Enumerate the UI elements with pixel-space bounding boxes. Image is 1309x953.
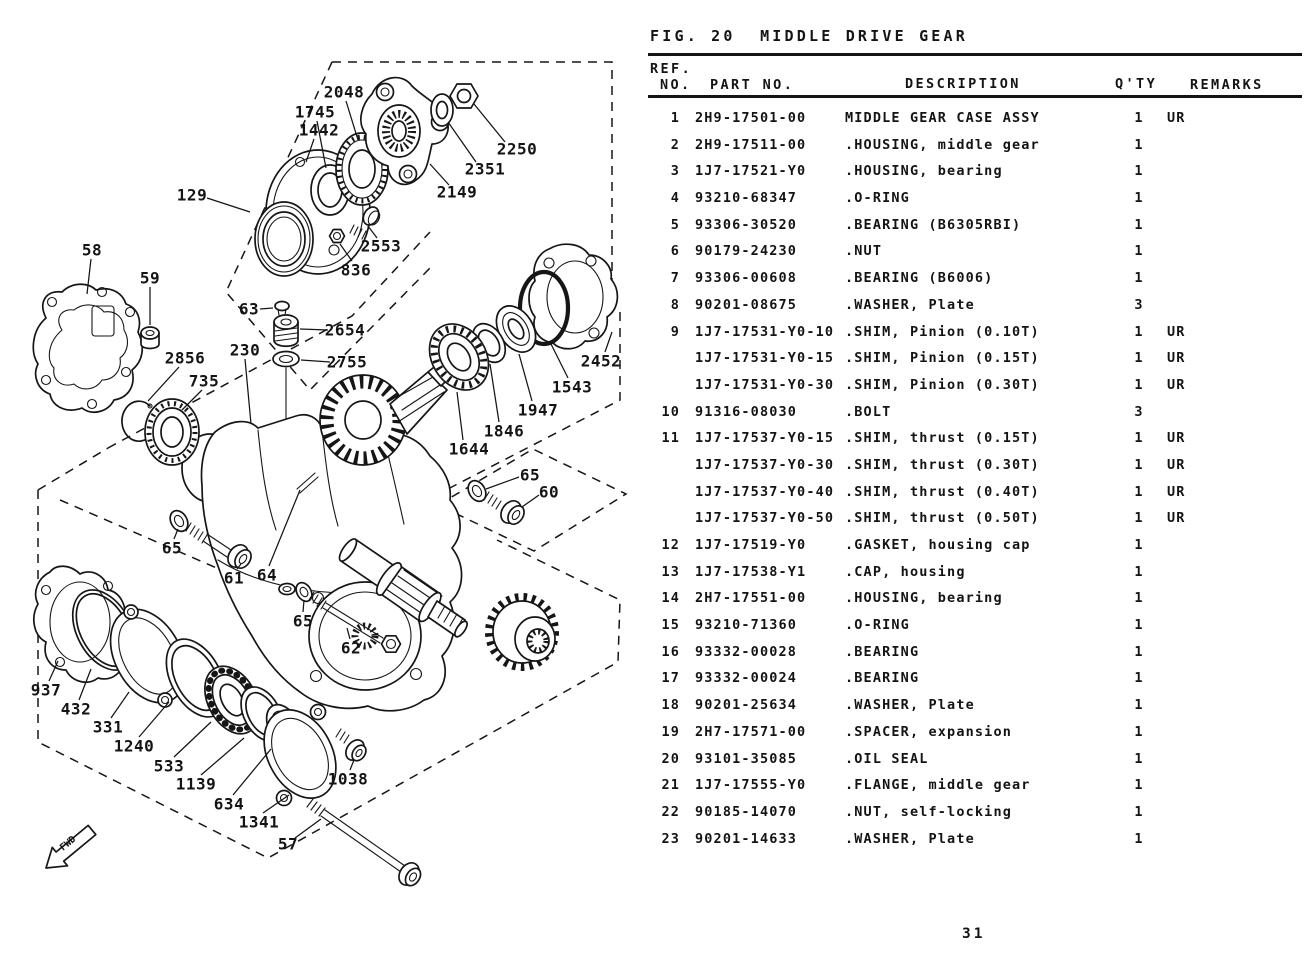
part-callout-634: 634 (213, 794, 245, 814)
title-rule (648, 53, 1302, 56)
callout-leader-2351 (448, 122, 476, 162)
part-callout-2048: 2048 (323, 82, 365, 102)
cell-description: .OIL SEAL (845, 750, 929, 767)
table-row (648, 641, 1309, 668)
cell-part-no: 1J7-17531-Y0-10 (695, 323, 835, 340)
cell-ref-no: 15 (661, 617, 680, 634)
fwd-arrow (46, 825, 96, 868)
cell-ref-no: 22 (661, 803, 680, 820)
callout-leader-2856 (148, 367, 179, 401)
table-row (648, 427, 1309, 454)
cell-qty: 3 (1134, 403, 1144, 420)
part-callout-533: 533 (153, 756, 185, 776)
cell-qty: 1 (1134, 590, 1144, 607)
table-row (648, 454, 1309, 481)
callout-leader-1240 (139, 702, 169, 737)
cell-ref-no: 21 (661, 777, 680, 794)
table-row (648, 481, 1309, 508)
cell-description: .WASHER, Plate (845, 697, 975, 714)
cell-part-no: 90201-08675 (695, 296, 798, 313)
cell-description: .HOUSING, bearing (845, 590, 1003, 607)
cell-remarks: UR (1167, 456, 1186, 473)
cell-description: .BEARING (B6006) (845, 270, 994, 287)
cell-part-no: 90201-14633 (695, 830, 798, 847)
header-rule (648, 95, 1302, 98)
table-row (648, 214, 1309, 241)
part-callout-1745: 1745 (294, 102, 336, 122)
cell-part-no: 2H7-17571-00 (695, 723, 807, 740)
cell-ref-no: 16 (661, 643, 680, 660)
cell-description: .BEARING (B6305RBI) (845, 216, 1022, 233)
cap-plate-13 (529, 244, 617, 349)
cell-description: .HOUSING, middle gear (845, 136, 1040, 153)
part-callout-836: 836 (340, 260, 372, 280)
cell-ref-no: 14 (661, 590, 680, 607)
col-header-part: PART NO. (710, 77, 795, 93)
callout-leader-65 (174, 529, 178, 539)
table-row (648, 107, 1309, 134)
cell-qty: 3 (1134, 296, 1144, 313)
part-callout-2654: 2654 (324, 320, 366, 340)
cell-qty: 1 (1134, 323, 1144, 340)
cell-part-no: 93332-00024 (695, 670, 798, 687)
cell-ref-no: 2 (670, 136, 680, 153)
cell-part-no: 93101-35085 (695, 750, 798, 767)
cell-remarks: UR (1167, 110, 1186, 126)
cell-ref-no: 4 (670, 190, 680, 207)
cell-qty: 1 (1134, 750, 1144, 767)
cell-ref-no: 7 (670, 270, 680, 287)
cell-qty: 1 (1134, 430, 1144, 447)
part-callout-2856: 2856 (164, 348, 206, 368)
gasket-plate-58 (33, 284, 142, 412)
col-header-remarks: REMARKS (1190, 77, 1264, 93)
part-callout-65: 65 (292, 611, 314, 631)
callout-leader-634 (233, 749, 271, 795)
table-row (648, 294, 1309, 321)
bearing-735 (145, 399, 199, 465)
cell-description: .NUT, self-locking (845, 803, 1012, 820)
part-callout-58: 58 (81, 240, 103, 260)
cell-ref-no: 10 (661, 403, 680, 420)
cell-description: .SHIM, thrust (0.15T) (845, 430, 1040, 447)
cell-description: .NUT (845, 243, 883, 260)
table-row (648, 374, 1309, 401)
cell-qty: 1 (1134, 830, 1144, 847)
part-callout-1240: 1240 (113, 736, 155, 756)
cell-part-no: 1J7-17537-Y0-40 (695, 483, 835, 500)
table-row (648, 240, 1309, 267)
part-callout-61: 61 (223, 568, 245, 588)
part-callout-937: 937 (30, 680, 62, 700)
cell-part-no: 93306-30520 (695, 216, 798, 233)
cell-qty: 1 (1134, 670, 1144, 687)
part-callout-1644: 1644 (448, 439, 490, 459)
cell-part-no: 1J7-17555-Y0 (695, 777, 807, 794)
table-row (648, 187, 1309, 214)
cell-qty: 1 (1134, 697, 1144, 714)
cell-part-no: 1J7-17538-Y1 (695, 563, 807, 580)
cell-part-no: 1J7-17537-Y0-30 (695, 456, 835, 473)
cell-qty: 1 (1134, 723, 1144, 740)
cell-description: .CAP, housing (845, 563, 966, 580)
cell-qty: 1 (1134, 643, 1144, 660)
table-row (648, 321, 1309, 348)
table-row (648, 534, 1309, 561)
cell-description: .FLANGE, middle gear (845, 777, 1031, 794)
cell-description: .SHIM, thrust (0.40T) (845, 483, 1040, 500)
cell-qty: 1 (1134, 190, 1144, 207)
callout-leader-2250 (474, 104, 505, 142)
cell-ref-no: 9 (670, 323, 680, 340)
table-row (648, 774, 1309, 801)
callout-leader-65 (486, 477, 519, 489)
cell-part-no: 90201-25634 (695, 697, 798, 714)
table-row (648, 347, 1309, 374)
fwd-label: FWD (57, 833, 79, 854)
callout-leader-2452 (605, 332, 612, 352)
cell-part-no: 2H9-17511-00 (695, 136, 807, 153)
part-callout-2452: 2452 (580, 351, 622, 371)
cell-part-no: 93306-00608 (695, 270, 798, 287)
cell-ref-no: 18 (661, 697, 680, 714)
cell-part-no: 93210-68347 (695, 190, 798, 207)
bolt-1038 (336, 729, 369, 764)
cell-remarks: UR (1167, 430, 1186, 447)
cell-description: .SHIM, thrust (0.30T) (845, 456, 1040, 473)
cell-qty: 1 (1134, 563, 1144, 580)
part-callout-1442: 1442 (298, 120, 340, 140)
table-row (648, 160, 1309, 187)
cell-description: .GASKET, housing cap (845, 537, 1031, 553)
page-number: 31 (962, 926, 986, 942)
cell-part-no: 2H9-17501-00 (695, 110, 807, 126)
part-callout-65: 65 (519, 465, 541, 485)
cell-remarks: UR (1167, 510, 1186, 527)
cell-description: .SPACER, expansion (845, 723, 1012, 740)
cell-part-no: 91316-08030 (695, 403, 798, 420)
cell-qty: 1 (1134, 216, 1144, 233)
part-callout-1543: 1543 (551, 377, 593, 397)
cell-remarks: UR (1167, 376, 1186, 393)
table-row (648, 801, 1309, 828)
callout-leader-129 (207, 198, 250, 212)
cell-ref-no: 1 (670, 110, 680, 126)
cell-description: .WASHER, Plate (845, 296, 975, 313)
callout-leader-2048 (346, 101, 358, 140)
part-callout-1139: 1139 (175, 774, 217, 794)
cell-part-no: 1J7-17537-Y0-50 (695, 510, 835, 527)
cell-description: .O-RING (845, 617, 910, 634)
bolt-57 (307, 799, 424, 889)
table-row (648, 561, 1309, 588)
callout-leader-533 (174, 722, 211, 757)
cell-ref-no: 20 (661, 750, 680, 767)
part-callout-1341: 1341 (238, 812, 280, 832)
cell-ref-no: 13 (661, 563, 680, 580)
cell-description: .HOUSING, bearing (845, 163, 1003, 180)
cell-remarks: UR (1167, 323, 1186, 340)
part-callout-2351: 2351 (464, 159, 506, 179)
table-row (648, 748, 1309, 775)
part-callout-432: 432 (60, 699, 92, 719)
cell-part-no: 1J7-17537-Y0-15 (695, 430, 835, 447)
part-callout-1846: 1846 (483, 421, 525, 441)
cell-description: .SHIM, Pinion (0.10T) (845, 323, 1040, 340)
cell-qty: 1 (1134, 537, 1144, 553)
cell-ref-no: 12 (661, 537, 680, 553)
parts-table-panel (648, 0, 1309, 953)
cell-ref-no: 23 (661, 830, 680, 847)
cell-ref-no: 3 (670, 163, 680, 180)
figure-title: FIG. 20 MIDDLE DRIVE GEAR (650, 27, 968, 45)
callout-leader-1038 (350, 760, 354, 770)
cell-description: .O-RING (845, 190, 910, 207)
cell-qty: 1 (1134, 617, 1144, 634)
cell-part-no: 2H7-17551-00 (695, 590, 807, 607)
table-row (648, 507, 1309, 534)
washer-2351 (431, 94, 453, 126)
part-callout-63: 63 (238, 299, 260, 319)
cell-qty: 1 (1134, 803, 1144, 820)
parts-table-rows (648, 107, 1309, 854)
cell-description: .BEARING (845, 643, 920, 660)
bushing-59 (141, 327, 159, 349)
col-header-no: NO. (660, 77, 692, 93)
cell-part-no: 1J7-17531-Y0-15 (695, 350, 835, 367)
cell-qty: 1 (1134, 110, 1144, 126)
cell-qty: 1 (1134, 483, 1144, 500)
table-row (648, 667, 1309, 694)
cell-qty: 1 (1134, 350, 1144, 367)
part-callout-230: 230 (229, 340, 261, 360)
part-callout-331: 331 (92, 717, 124, 737)
cell-remarks: UR (1167, 483, 1186, 500)
table-row (648, 267, 1309, 294)
callout-leader-735 (182, 390, 202, 410)
cell-ref-no: 8 (670, 296, 680, 313)
callout-leader-60 (522, 495, 539, 507)
cell-remarks: UR (1167, 350, 1186, 367)
cell-part-no: 93210-71360 (695, 617, 798, 634)
cell-description: .BEARING (845, 670, 920, 687)
nut-836 (330, 230, 345, 243)
cell-ref-no: 6 (670, 243, 680, 260)
cell-description: .BOLT (845, 403, 892, 420)
cell-description: .SHIM, Pinion (0.15T) (845, 350, 1040, 367)
callout-leader-1139 (201, 738, 244, 775)
col-header-ref: REF. (650, 61, 693, 77)
table-row (648, 401, 1309, 428)
cell-part-no: 90185-14070 (695, 803, 798, 820)
cell-qty: 1 (1134, 243, 1144, 260)
callout-leader-230 (245, 359, 251, 424)
col-header-desc: DESCRIPTION (905, 76, 1021, 92)
table-row (648, 694, 1309, 721)
cell-ref-no: 19 (661, 723, 680, 740)
callout-leader-2755 (301, 360, 330, 362)
part-callout-1038: 1038 (327, 769, 369, 789)
cell-description: .WASHER, Plate (845, 830, 975, 847)
callout-leader-57 (295, 819, 321, 838)
part-callout-1947: 1947 (517, 400, 559, 420)
cell-part-no: 90179-24230 (695, 243, 798, 260)
part-callout-2553: 2553 (360, 236, 402, 256)
callout-leader-331 (111, 692, 129, 718)
part-callout-65: 65 (161, 538, 183, 558)
cell-description: .SHIM, Pinion (0.30T) (845, 376, 1040, 393)
pinion-gear-group (320, 359, 456, 465)
part-callout-59: 59 (139, 268, 161, 288)
part-callout-57: 57 (277, 834, 299, 854)
cell-ref-no: 17 (661, 670, 680, 687)
part-callout-62: 62 (340, 638, 362, 658)
col-header-qty: Q'TY (1115, 76, 1158, 92)
cell-part-no: 1J7-17531-Y0-30 (695, 376, 835, 393)
part-callout-60: 60 (538, 482, 560, 502)
part-callout-129: 129 (176, 185, 208, 205)
cell-qty: 1 (1134, 777, 1144, 794)
part-callout-735: 735 (188, 371, 220, 391)
table-row (648, 134, 1309, 161)
table-row (648, 721, 1309, 748)
table-row (648, 828, 1309, 855)
cell-part-no: 1J7-17521-Y0 (695, 163, 807, 180)
cell-ref-no: 11 (661, 430, 680, 447)
table-row (648, 614, 1309, 641)
exploded-diagram (0, 0, 648, 953)
part-callout-2250: 2250 (496, 139, 538, 159)
cell-description: MIDDLE GEAR CASE ASSY (845, 110, 1040, 126)
cell-qty: 1 (1134, 376, 1144, 393)
cell-qty: 1 (1134, 510, 1144, 527)
table-row (648, 587, 1309, 614)
cell-qty: 1 (1134, 136, 1144, 153)
part-callout-2755: 2755 (326, 352, 368, 372)
callout-leader-1947 (519, 354, 532, 401)
part-callout-64: 64 (256, 565, 278, 585)
part-callout-2149: 2149 (436, 182, 478, 202)
callout-leader-63 (260, 308, 273, 309)
cell-qty: 1 (1134, 456, 1144, 473)
cell-part-no: 93332-00028 (695, 643, 798, 660)
cell-qty: 1 (1134, 270, 1144, 287)
callout-leader-1846 (490, 364, 499, 422)
cell-ref-no: 5 (670, 216, 680, 233)
cell-description: .SHIM, thrust (0.50T) (845, 510, 1040, 527)
cell-part-no: 1J7-17519-Y0 (695, 537, 807, 553)
callout-leader-1644 (457, 392, 463, 440)
cell-qty: 1 (1134, 163, 1144, 180)
